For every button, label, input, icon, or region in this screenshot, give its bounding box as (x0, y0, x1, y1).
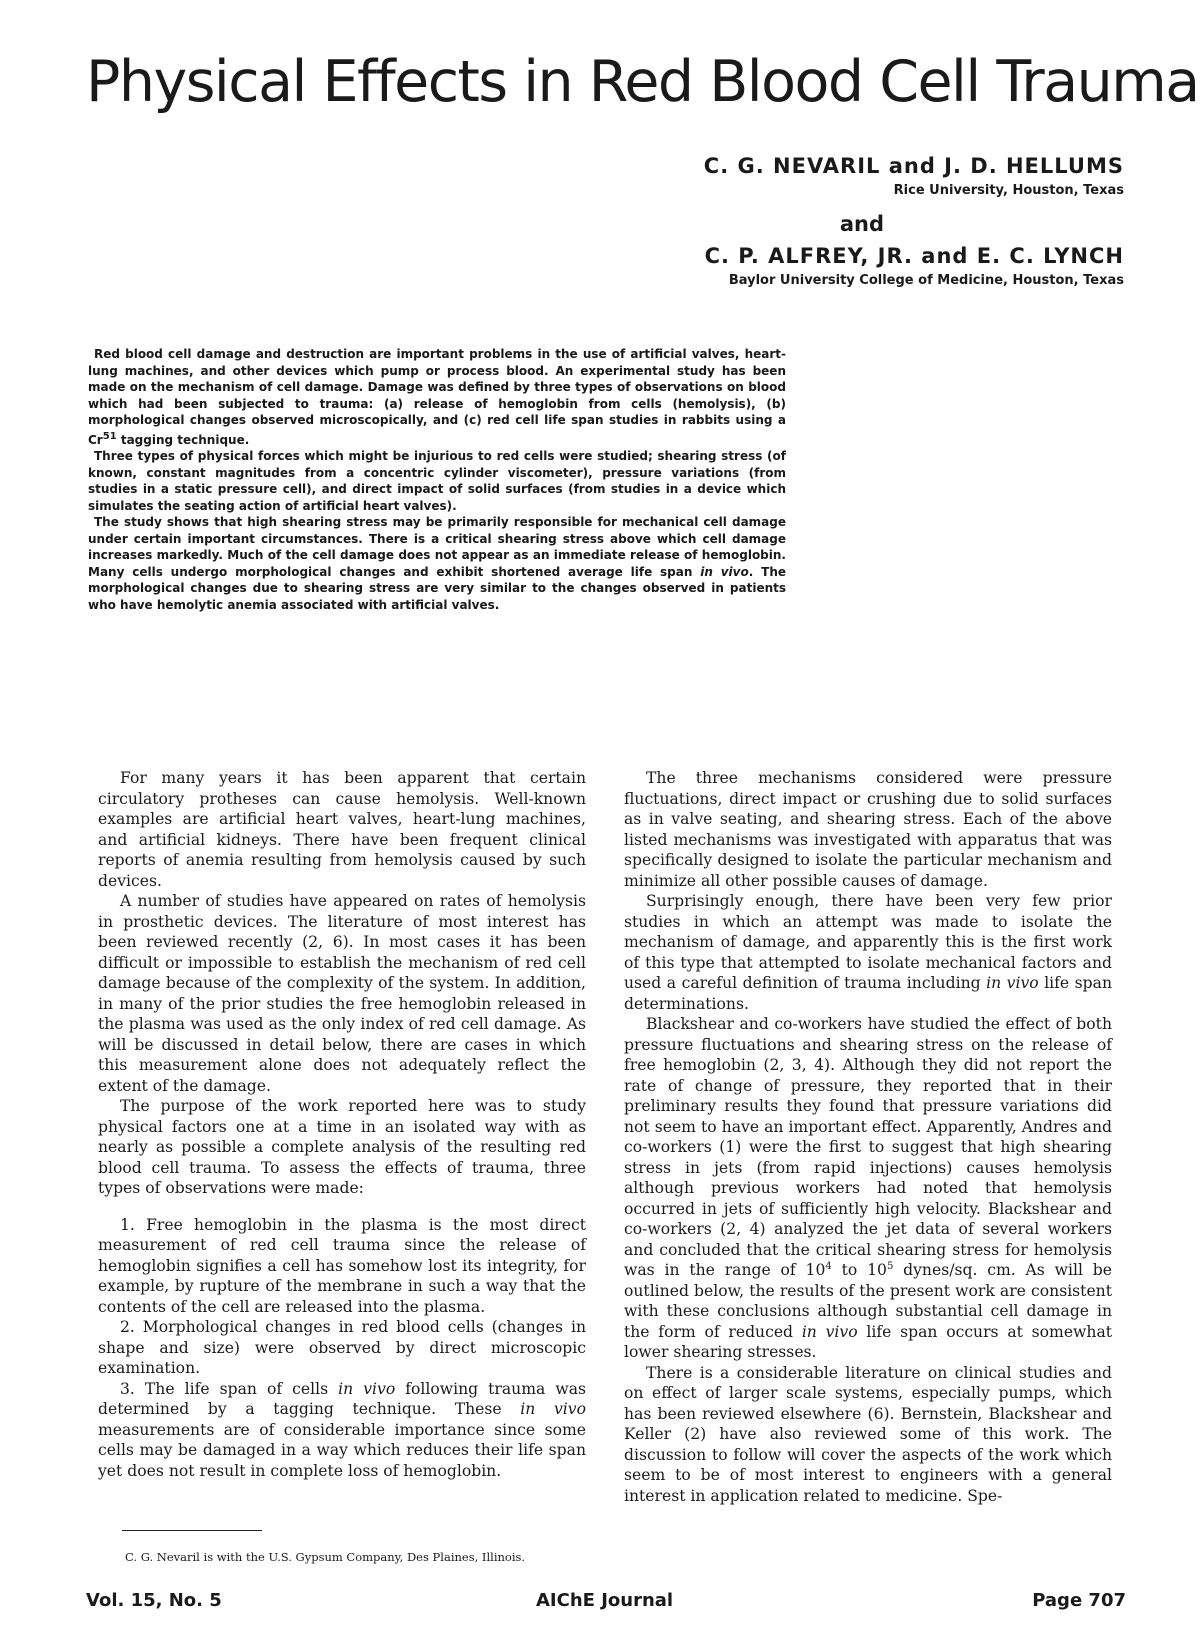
paper-title: Physical Effects in Red Blood Cell Trauma (86, 49, 1199, 115)
abstract-text: . The morphological changes due to shearing stress are very similar to the changes observed in patients who have hemolytic anemia associated with artificial valves. (88, 564, 787, 612)
italic-term: in vivo (338, 1379, 396, 1398)
body-text: Surprisingly enough, there have been very few prior studies in which an attempt was made to isolate the mechanism of damage, and apparently this is the first work of this type that attempted to isolate mechanical factors and used a careful definition of trauma including (624, 892, 1112, 992)
body-paragraph (624, 891, 1112, 1014)
italic-term: in vivo (986, 974, 1039, 992)
author-block (524, 152, 1124, 300)
author-names-2: C. P. ALFREY, JR. and E. C. LYNCH (704, 244, 1124, 268)
superscript: 5 (886, 1260, 894, 1272)
footnote: C. G. Nevaril is with the U.S. Gypsum Company, Des Plaines, Illinois. (125, 1550, 526, 1564)
body-text: life span determinations. (624, 974, 1113, 1013)
footer-journal: AIChE Journal (536, 1590, 674, 1611)
body-paragraph: The purpose of the work reported here was to study physical factors one at a time in an isolated way with as nearly as possible a complete analysis of the resulting red blood cell trauma. To assess the effects of trauma, three types of observations were made: (98, 1097, 586, 1197)
superscript: 4 (825, 1260, 832, 1272)
italic-term: in vivo (801, 1322, 858, 1341)
list-item (98, 1379, 586, 1482)
footnote-divider (122, 1530, 262, 1531)
abstract-paragraph (88, 514, 786, 613)
body-text: Blackshear and co-workers have studied the effect of both pressure fluctuations and shearing stress on the release of free hemoglobin (2, 3, 4). Although they did not report the rate of change of pressure, they reported that in their preliminary results they found that pressure variations did not seem to have an important effect. Apparently, Andres and co-workers (1) were the first to suggest that high shearing stress in jets (from rapid injections) causes hemolysis although previous workers had noted that hemolysis occurred in jets of sufficiently high velocity. Blackshear and co-workers (2, 4) analyzed the jet data of several workers and concluded that the critical shearing stress for hemolysis was in the range of 10 (624, 1015, 1112, 1279)
body-paragraph: For many years it has been apparent that certain circulatory protheses can cause hemolysis. Well-known examples are artificial heart valves, heart-lung machines, and artificial kidneys. There have been frequent clinical reports of anemia resulting from hemolysis caused by such devices. (98, 769, 586, 890)
affiliation-2: Baylor University College of Medicine, Houston, Texas (728, 273, 1124, 288)
body-paragraph (624, 1014, 1112, 1363)
italic-term: in vivo (520, 1400, 586, 1418)
list-item: 2. Morphological changes in red blood cells (changes in shape and size) were observed by direct microscopic examination. (98, 1318, 586, 1377)
author-conjunction: and (839, 212, 884, 236)
superscript: 51 (102, 430, 117, 442)
body-text: measurements are of considerable importance since some cells may be damaged in a way which reduces their life span yet does not result in complete loss of hemoglobin. (98, 1420, 586, 1480)
body-text: following trauma was determined by a tagging technique. These (98, 1379, 586, 1418)
abstract-text: The study shows that high shearing stress may be primarily responsible for mechanical cell damage under certain important circumstances. There is a critical shearing stress above which cell damage increases markedly. Much of the cell damage does not appear as an immediate release of hemoglobin. Many cells undergo morphological changes and exhibit shortened average life span (88, 515, 786, 579)
body-paragraph: A number of studies have appeared on rates of hemolysis in prosthetic devices. The literature of most interest has been reviewed recently (2, 6). In most cases it has been difficult or impossible to establish the mechanism of red cell damage because of the complexity of the system. In addition, in many of the prior studies the free hemoglobin released in the plasma was used as the only index of red cell damage. As will be discussed in detail below, there are cases in which this measurement alone does not adequately reflect the extent of the damage. (98, 892, 586, 1095)
footer-volume: Vol. 15, No. 5 (86, 1590, 222, 1611)
abstract-text: Red blood cell damage and destruction are important problems in the use of artificial valves, heart-lung machines, and other devices which pump or process blood. An experimental study has been made on the mechanism of cell damage. Damage was defined by three types of observations on blood which had been subjected to trauma: (a) release of hemoglobin from cells (hemolysis), (b) morphological changes observed microscopically, and (c) red cell life span studies in rabbits using a Cr (88, 347, 786, 447)
italic-term: in vivo (700, 564, 749, 579)
abstract (88, 346, 786, 613)
body-paragraph: There is a considerable literature on clinical studies and on effect of larger scale systems, especially pumps, which has been reviewed elsewhere (6). Bernstein, Blackshear and Keller (2) have also reviewed some of this work. The discussion to follow will cover the aspects of the work which seem to be of most interest to engineers with a general interest in application related to medicine. Spe- (624, 1363, 1112, 1505)
body-text: dynes/sq. cm. As will be outlined below, the results of the present work are consistent with these conclusions although substantial cell damage in the form of reduced (624, 1261, 1112, 1341)
abstract-paragraph: Three types of physical forces which might be injurious to red cells were studied; shearing stress (of known, constant magnitudes from a concentric cylinder viscometer), pressure variations (from studies in a static pressure cell), and direct impact of solid surfaces (from studies in a device which simulates the seating action of artificial heart valves). (88, 449, 786, 513)
footer-page-number: Page 707 (1032, 1590, 1126, 1611)
body-text: life span occurs at somewhat lower shearing stresses. (624, 1322, 1113, 1361)
body-text: to 10 (831, 1261, 887, 1279)
left-column (98, 768, 586, 1481)
author-names-1: C. G. NEVARIL and J. D. HELLUMS (703, 154, 1124, 178)
abstract-paragraph (88, 346, 786, 448)
list-item: 1. Free hemoglobin in the plasma is the most direct measurement of red cell trauma since the release of hemoglobin signifies a cell has somehow lost its integrity, for example, by rupture of the membrane in such a way that the contents of the cell are released into the plasma. (98, 1215, 586, 1316)
body-paragraph: The three mechanisms considered were pressure fluctuations, direct impact or crushing due to solid surfaces as in valve seating, and shearing stress. Each of the above listed mechanisms was investigated with apparatus that was specifically designed to isolate the particular mechanism and minimize all other possible causes of damage. (624, 769, 1112, 890)
body-text: 3. The life span of cells (120, 1379, 339, 1398)
right-column (624, 768, 1112, 1506)
affiliation-1: Rice University, Houston, Texas (893, 183, 1124, 198)
abstract-text: tagging technique. (116, 432, 250, 447)
